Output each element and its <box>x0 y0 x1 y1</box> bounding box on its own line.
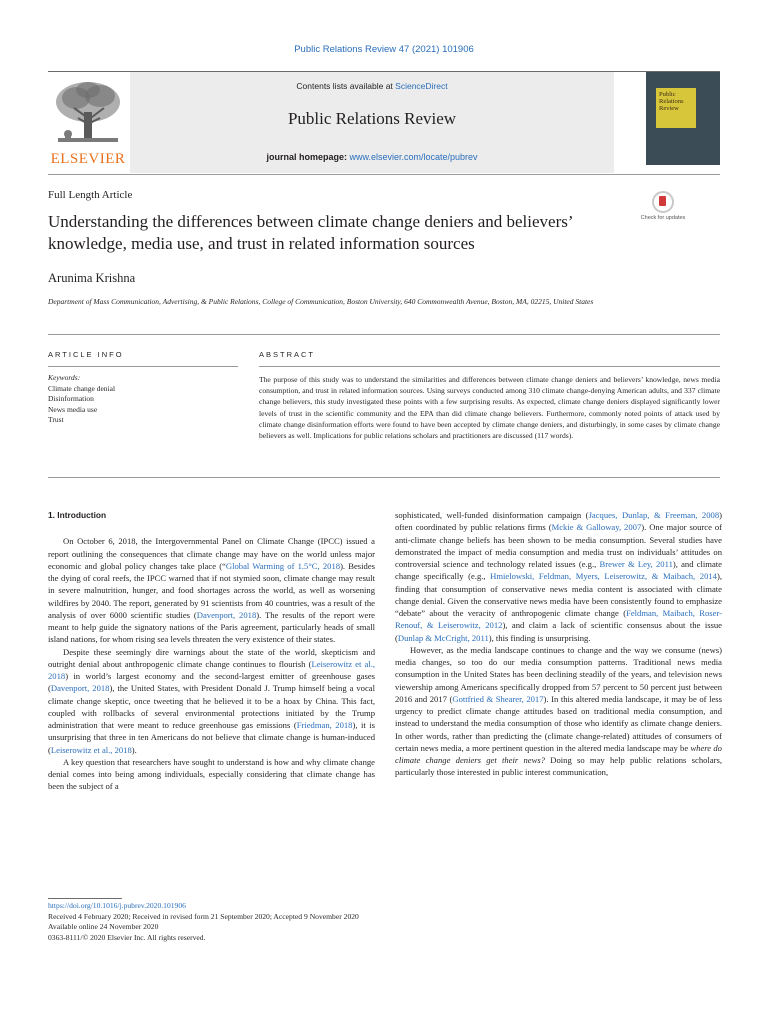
homepage-line <box>130 152 614 162</box>
paragraph <box>48 756 375 793</box>
cover-title: Public Relations Review <box>656 88 696 128</box>
article-footer <box>48 901 648 943</box>
text-run: ), this finding is unsurprising. <box>488 632 591 643</box>
citation-link[interactable]: Mckie & Galloway, 2007 <box>551 522 642 533</box>
text-run: sophisticated, well-funded disinformation campaign ( <box>395 510 589 520</box>
abstract-heading: ABSTRACT <box>259 350 316 359</box>
contents-prefix: Contents lists available at <box>296 81 396 91</box>
body-column-left <box>48 509 375 793</box>
text-run: ), it is unsurprising that three in ten Americans do not believe that climate change is human-induced ( <box>48 720 375 755</box>
elsevier-tree-icon <box>48 78 128 150</box>
keywords-label: Keywords: <box>48 373 81 382</box>
text-run: ). <box>131 744 137 755</box>
journal-title: Public Relations Review <box>287 109 457 128</box>
keyword-item: Disinformation <box>48 394 94 403</box>
citation-link[interactable]: Brewer & Ley, 2011 <box>599 559 673 569</box>
body-column-right <box>395 509 722 779</box>
online-date: Available online 24 November 2020 <box>48 922 159 931</box>
paragraph <box>48 535 375 645</box>
citation-link[interactable]: Davenport, 2018 <box>50 683 110 694</box>
paragraph <box>48 646 375 756</box>
article-type: Full Length Article <box>48 189 133 201</box>
check-for-updates-button[interactable] <box>640 191 686 233</box>
info-heading-rule <box>48 366 238 367</box>
author-affiliation: Department of Mass Communication, Advertising, & Public Relations, College of Communication, Boston University, 640 Commonwealth Avenue, Boston, MA, 02215, United States <box>48 297 594 306</box>
text-run: However, as the media landscape continues to change and the way we consume (news) media changes, so too do our media consumption patterns. Traditional news media consumption in the United States has been declining steadily of the years, and television news viewership among Americans specifically dropped from 57 percent to 50 percent just between 2016 and 2017 ( <box>395 644 722 704</box>
text-run: ), finding that consumption of conservative news media content is associated with climate change denial. Given the conservative news media have been consistently found to emphasize “debate” about the veracity of anthropogenic climate change ( <box>395 571 722 618</box>
keyword-item: Trust <box>48 415 64 424</box>
article-info-heading: ARTICLE INFO <box>48 350 124 359</box>
text-run: On October 6, 2018, the Intergovernmental Panel on Climate Change (IPCC) issued a report outlining the consequences that climate change may have on the world unless major economic and global policy changes take place (“ <box>48 536 375 571</box>
text-run: ). Besides the dying of coral reefs, the IPCC warned that if not stymied soon, climate change may result in severe malnutrition, hunger, and food shortages across the world, as well as worsening wildfires by 2040. The report, generated by 91 scientists from 40 countries, was a result of the analysis of over 6000 scientific studies ( <box>48 560 375 620</box>
journal-banner <box>130 72 614 173</box>
sciencedirect-link[interactable]: ScienceDirect <box>395 81 448 91</box>
keyword-item: News media use <box>48 404 98 414</box>
abstract-text: The purpose of this study was to understand the similarities and differences between climate change deniers and believers’ knowledge, news media consumption, and trust in related information sources. Using surveys conducted among 310 climate change-denying American adults, and 337 climate change believers, this study investigated these points with a few surprising results. As expected, climate change deniers displayed significantly lower levels of trust in the scientific community and the EPA than did climate change believers. Furthermore, commonly noted points of attack used by climate change disinformation efforts were found to have been accepted by climate change deniers, and disturbingly, in some cases by climate change believers as well. Implications for public relations scholars and practitioners are discussed (117 words). <box>259 375 720 441</box>
article-title: Understanding the differences between climate change deniers and believers’ knowledge, media use, and trust in related information sources <box>48 212 573 253</box>
text-run: ). The results of the report were meant to help guide the signatory nations of the Paris agreement, particularly heads of small island nations, for whom rising sea levels threaten the very existence of their states. <box>48 609 375 645</box>
citation-link[interactable]: Leiserowitz et al., 2018 <box>50 744 132 755</box>
doi-link[interactable]: https://doi.org/10.1016/j.pubrev.2020.101906 <box>48 901 186 910</box>
section-heading: 1. Introduction <box>48 510 107 520</box>
check-updates-label: Check for updates <box>640 215 686 221</box>
citation-link[interactable]: Feldman, Maibach, Roser-Renouf, & Leiserowitz, 2012 <box>395 608 722 631</box>
masthead-divider <box>48 174 720 175</box>
text-run: ) often coordinated by public relations firms ( <box>395 510 722 533</box>
text-run: ), and climate change specifically (e.g., <box>395 559 723 582</box>
abstract-heading-rule <box>259 366 720 367</box>
citation-link[interactable]: Dunlap & McCright, 2011 <box>397 632 489 643</box>
homepage-link[interactable]: www.elsevier.com/locate/pubrev <box>349 152 478 162</box>
citation-link[interactable]: Gottfried & Shearer, 2017 <box>452 693 544 704</box>
text-run: ), and claim a lack of scientific consensus about the issue ( <box>395 620 723 643</box>
citation-link[interactable]: Global Warming of 1.5°C, 2018 <box>225 560 341 571</box>
text-run: Despite these seemingly dire warnings about the state of the world, skepticism and outright denial about anthropogenic climate change continues to flourish ( <box>48 646 375 669</box>
text-run: A key question that researchers have sought to understand is how and why climate change denial comes into being among individuals, especially considering that climate change has been the subject of a <box>48 756 375 792</box>
citation-link[interactable]: Davenport, 2018 <box>196 609 257 620</box>
paragraph <box>395 644 722 779</box>
footer-rule <box>48 898 122 899</box>
keyword-item: Climate change denial <box>48 383 116 393</box>
masthead <box>48 71 720 172</box>
abstract-divider <box>48 477 720 478</box>
author-name[interactable]: Arunima Krishna <box>48 271 136 285</box>
contents-line <box>130 81 614 91</box>
journal-cover-thumbnail[interactable] <box>646 72 720 165</box>
elsevier-logo[interactable] <box>48 78 128 172</box>
received-dates: Received 4 February 2020; Received in revised form 21 September 2020; Accepted 9 November 2020 <box>48 911 359 921</box>
text-run: Doing so may help public relations scholars, particularly those interested in public interest communication, <box>395 755 722 778</box>
journal-citation-link[interactable]: Public Relations Review 47 (2021) 101906 <box>294 44 474 55</box>
copyright: 0363-8111/© 2020 Elsevier Inc. All rights reserved. <box>48 932 206 942</box>
homepage-prefix: journal homepage: <box>266 152 350 162</box>
keywords-block <box>48 373 238 426</box>
bookmark-icon <box>652 191 674 213</box>
text-run: ). One major source of anti-climate change beliefs has been shown to be media consumption. Several studies have demonstrated the impact of media consumption and media trust on individuals’ attitudes on controversial science and technology related issues (e.g., <box>395 522 722 569</box>
citation-link[interactable]: Jacques, Dunlap, & Freeman, 2008 <box>588 510 720 520</box>
paragraph <box>395 509 722 644</box>
info-divider <box>48 334 720 335</box>
italic-text-run: where do climate change deniers get their news? <box>395 742 722 765</box>
text-run: ) in world’s largest economy and the second-largest emitter of greenhouse gases ( <box>48 671 375 694</box>
text-run: ). In this altered media landscape, it may be of less urgency to predict climate change attitudes based on traditional media consumption, and instead to understand the media consumption of those who identify as climate change deniers. In other words, rather than predicting the (climate change-related) attitudes of consumers of certain news media, a more pertinent question in the altered media landscape may be <box>395 693 722 753</box>
citation-link[interactable]: Friedman, 2018 <box>296 720 353 730</box>
citation-link[interactable]: Hmielowski, Feldman, Myers, Leiserowitz, & Maibach, 2014 <box>490 571 717 582</box>
elsevier-wordmark: ELSEVIER <box>50 151 126 167</box>
citation-link[interactable]: Leiserowitz et al., 2018 <box>48 658 376 681</box>
text-run: ), the United States, with President Donald J. Trump himself being a vocal climate change skeptic, once tweeting that he believed it to be a hoax by China. This fact, coupled with rollbacks of several environmental protections initiated by the Trump administration that were meant to reduce greenhouse gas emissions ( <box>48 683 375 730</box>
